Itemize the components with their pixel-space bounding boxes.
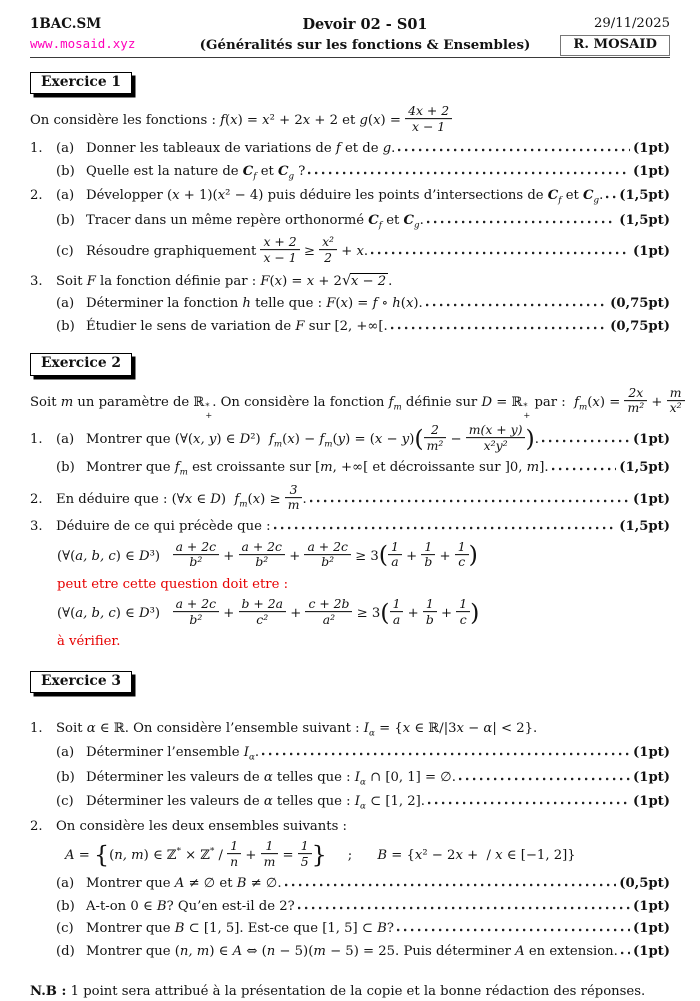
question-text: Étudier le sens de variation de F sur [2, +∞[.: [86, 318, 388, 334]
question-number: 1.: [30, 141, 43, 157]
dotted-leader: [552, 467, 617, 471]
question-row: [30, 770, 670, 789]
question-row: [30, 481, 670, 514]
exercise-2-badge: Exercice 2: [30, 353, 132, 375]
points-label: (1pt): [633, 898, 670, 914]
exercise-3-badge: Exercice 3: [30, 671, 132, 693]
question-number: 3.: [30, 519, 43, 535]
dotted-leader: [426, 303, 607, 307]
question-text: Déduire de ce qui précède que :: [56, 519, 271, 535]
question-letter: (c): [56, 244, 74, 259]
points-label: (1pt): [633, 943, 670, 959]
question-text: En déduire que : (∀x ∈ D) $f_m(x)$ ≥ $\frac{3}{m}$ .: [56, 481, 307, 513]
nota-bene: [30, 984, 670, 1001]
dotted-leader: [308, 171, 630, 175]
question-text: Tracer dans un même repère orthonormé $C_f$ et $C_g$.: [86, 212, 424, 231]
correction-note: peut etre cette question doit etre :: [57, 576, 289, 592]
question-number: 2.: [30, 491, 43, 507]
question-text: Quelle est la nature de $C_f$ et $C_g$ ?: [86, 163, 306, 182]
points-label: (0,75pt): [610, 318, 670, 334]
dotted-leader: [398, 148, 630, 152]
points-label: (1pt): [633, 794, 670, 810]
question-number: 1.: [30, 720, 43, 736]
question-text: Montrer que A ≠ ∅ et B ≠ ∅.: [86, 876, 282, 892]
header-center: [180, 16, 550, 54]
question-letter: (d): [56, 943, 75, 959]
question-text: On considère les deux ensembles suivants :: [56, 818, 347, 834]
exercise-3: [30, 657, 670, 961]
question-letter: (b): [56, 769, 75, 785]
points-label: (0,5pt): [619, 876, 670, 892]
class-label: 1BAC.SM: [30, 16, 102, 32]
question-row: [30, 213, 670, 232]
header-left: [30, 16, 180, 52]
question-letter: (b): [56, 460, 75, 476]
formula-text: On considère les fonctions : f(x) = x² + 2x + 2 et g(x) = $\frac{4x + 2}{x - 1}$: [30, 113, 452, 128]
question-row: [30, 164, 670, 183]
question-row: [30, 921, 670, 938]
question-text: Déterminer la fonction h telle que : F(x) = f ∘ h(x).: [86, 296, 423, 312]
dotted-leader: [606, 195, 616, 199]
question-number: 2.: [30, 188, 43, 204]
points-label: (1pt): [633, 163, 670, 179]
question-letter: (a): [56, 745, 75, 761]
points-label: (1pt): [633, 141, 670, 157]
dotted-leader: [542, 439, 630, 443]
page-subtitle: (Généralités sur les fonctions & Ensembles): [199, 37, 531, 54]
correction-note: à vérifier.: [57, 634, 121, 650]
question-row: [30, 319, 670, 336]
question-text: Développer (x + 1)(x² − 4) puis déduire les points d’intersections de $C_f$ et $C_g$.: [86, 188, 604, 206]
question-row: [30, 188, 670, 207]
points-label: (1pt): [633, 745, 670, 761]
question-letter: (b): [56, 318, 75, 334]
points-label: (1pt): [633, 491, 670, 507]
question-row: [30, 272, 670, 291]
points-label: (1,5pt): [619, 212, 670, 228]
question-text: Déterminer les valeurs de α telles que : $I_\alpha$ ⊂ [1, 2].: [86, 794, 425, 812]
ex2-intro-formula: [30, 384, 682, 420]
ex2-inequality-2: [57, 596, 670, 628]
question-letter: (b): [56, 898, 75, 914]
question-text: Résoudre graphiquement $\frac{x + 2}{x - 1}$ ≥ $\frac{\text{x²}}{2}$ + x.: [86, 234, 369, 265]
formula-text: (∀(a, b, c) ∈ D³) $\frac{a + 2c}{\text{b²}}$ + $\frac{b + 2a}{\text{c²}}$ + $\frac{c + 2b}{\text{a²}}$ ≥ 3( $\frac{1}{a}$ + $\frac{1}{b}$ + $\frac{1}{c}$ ): [57, 596, 480, 627]
question-letter: (a): [56, 296, 75, 312]
dotted-leader: [427, 220, 616, 224]
points-label: (1,5pt): [619, 188, 670, 204]
points-label: (1pt): [633, 921, 670, 937]
question-number: 3.: [30, 273, 43, 289]
page-title: Devoir 02 - S01: [302, 16, 428, 33]
points-label: (1pt): [633, 769, 670, 785]
question-row: [30, 794, 670, 813]
question-letter: (b): [56, 212, 75, 228]
question-number: 2.: [30, 818, 43, 834]
question-row: [30, 296, 670, 313]
page-header: [30, 16, 670, 54]
author-box: R. MOSAID: [560, 35, 670, 57]
question-row: [30, 745, 670, 764]
exercise-1: [30, 58, 670, 335]
question-letter: (a): [56, 432, 75, 448]
question-row: [30, 899, 670, 916]
dotted-leader: [459, 777, 630, 781]
exercise-1-badge: Exercice 1: [30, 72, 132, 94]
date-label: 29/11/2025: [593, 16, 670, 31]
question-letter: (a): [56, 188, 75, 204]
question-text: Déterminer l’ensemble $I_\alpha$.: [86, 745, 260, 763]
points-label: (1,5pt): [619, 519, 670, 535]
dotted-leader: [310, 499, 630, 503]
formula-text: A = {(n, m) ∈ ℤ* × ℤ* / $\frac{1}{n}$ + $\frac{1}{m}$ = $\frac{1}{5}$ } ; B = {x² − 2x + / x ∈ [−1, 2]}: [65, 838, 576, 869]
question-text: A-t-on 0 ∈ B? Qu’en est-il de 2?: [86, 898, 295, 914]
question-text: Montrer que B ⊂ [1, 5]. Est-ce que [1, 5] ⊂ B?: [86, 921, 394, 937]
exercise-2: [30, 341, 682, 650]
question-row: [30, 234, 670, 266]
dotted-leader: [285, 883, 617, 887]
question-text: Soit F la fonction définie par : F(x) = x + 2√x − 2 .: [56, 271, 393, 289]
ex3-sets-formula: [65, 838, 670, 870]
formula-text: Soit m un paramètre de ℝ * + . On considère la fonction $f_m$ définie sur D = ℝ * + par : $f_m(x)$ = $\frac{2x}{\text{m²}}$ + $\frac{m}{\text{x²}}$: [30, 395, 685, 410]
dotted-leader: [274, 526, 617, 530]
question-letter: (c): [56, 921, 74, 937]
question-text: Déterminer les valeurs de α telles que : $I_\alpha$ ∩ [0, 1] = ∅.: [86, 769, 456, 788]
question-row: [30, 460, 670, 479]
question-row: [30, 819, 670, 836]
question-row: [30, 141, 670, 158]
points-label: (1pt): [633, 244, 670, 259]
points-label: (1pt): [633, 432, 670, 448]
question-text: Montrer que $f_m$ est croissante sur [m, +∞[ et décroissante sur ]0, m].: [86, 460, 549, 478]
dotted-leader: [428, 801, 630, 805]
dotted-leader: [371, 251, 630, 255]
question-letter: (c): [56, 794, 74, 810]
header-right: [550, 16, 670, 54]
question-letter: (a): [56, 141, 75, 157]
question-letter: (b): [56, 163, 75, 179]
question-row: [30, 876, 670, 893]
dotted-leader: [298, 906, 630, 910]
nota-bene-text: N.B : 1 point sera attribué à la présentation de la copie et la bonne rédaction des réponses.: [30, 984, 646, 1000]
question-text: Montrer que (∀(x, y) ∈ D²) $f_m(x) - f_m(y) = (x - y)$( $\frac{2}{\text{m²}}$ − $\frac{m(x + y)}{\text{x²y²}}$ ).: [86, 422, 539, 453]
dotted-leader: [621, 951, 630, 955]
points-label: (0,75pt): [610, 296, 670, 312]
dotted-leader: [391, 326, 607, 330]
question-number: 1.: [30, 432, 43, 448]
question-text: Donner les tableaux de variations de f et de g.: [86, 141, 396, 157]
dotted-leader: [262, 752, 630, 756]
question-text: Montrer que (n, m) ∈ A ⇔ (n − 5)(m − 5) = 25. Puis déterminer A en extension.: [86, 943, 618, 959]
question-row: [30, 944, 670, 961]
ex1-intro-formula: [30, 103, 670, 135]
question-text: Soit α ∈ ℝ. On considère l’ensemble suivant : $I_\alpha = \{x$ ∈ ℝ/|3x − α| < 2}.: [56, 720, 538, 739]
formula-text: (∀(a, b, c) ∈ D³) $\frac{a + 2c}{\text{b²}}$ + $\frac{a + 2c}{\text{b²}}$ + $\frac{a + 2c}{\text{b²}}$ ≥ 3( $\frac{1}{a}$ + $\frac{1}{b}$ + $\frac{1}{c}$ ): [57, 539, 478, 570]
question-row: [30, 519, 670, 536]
question-letter: (a): [56, 876, 75, 892]
question-row: [30, 422, 670, 454]
dotted-leader: [397, 928, 630, 932]
ex2-inequality-1: [57, 539, 670, 571]
website-link[interactable]: www.mosaid.xyz: [30, 35, 136, 51]
question-row: [30, 721, 670, 740]
points-label: (1,5pt): [619, 460, 670, 476]
